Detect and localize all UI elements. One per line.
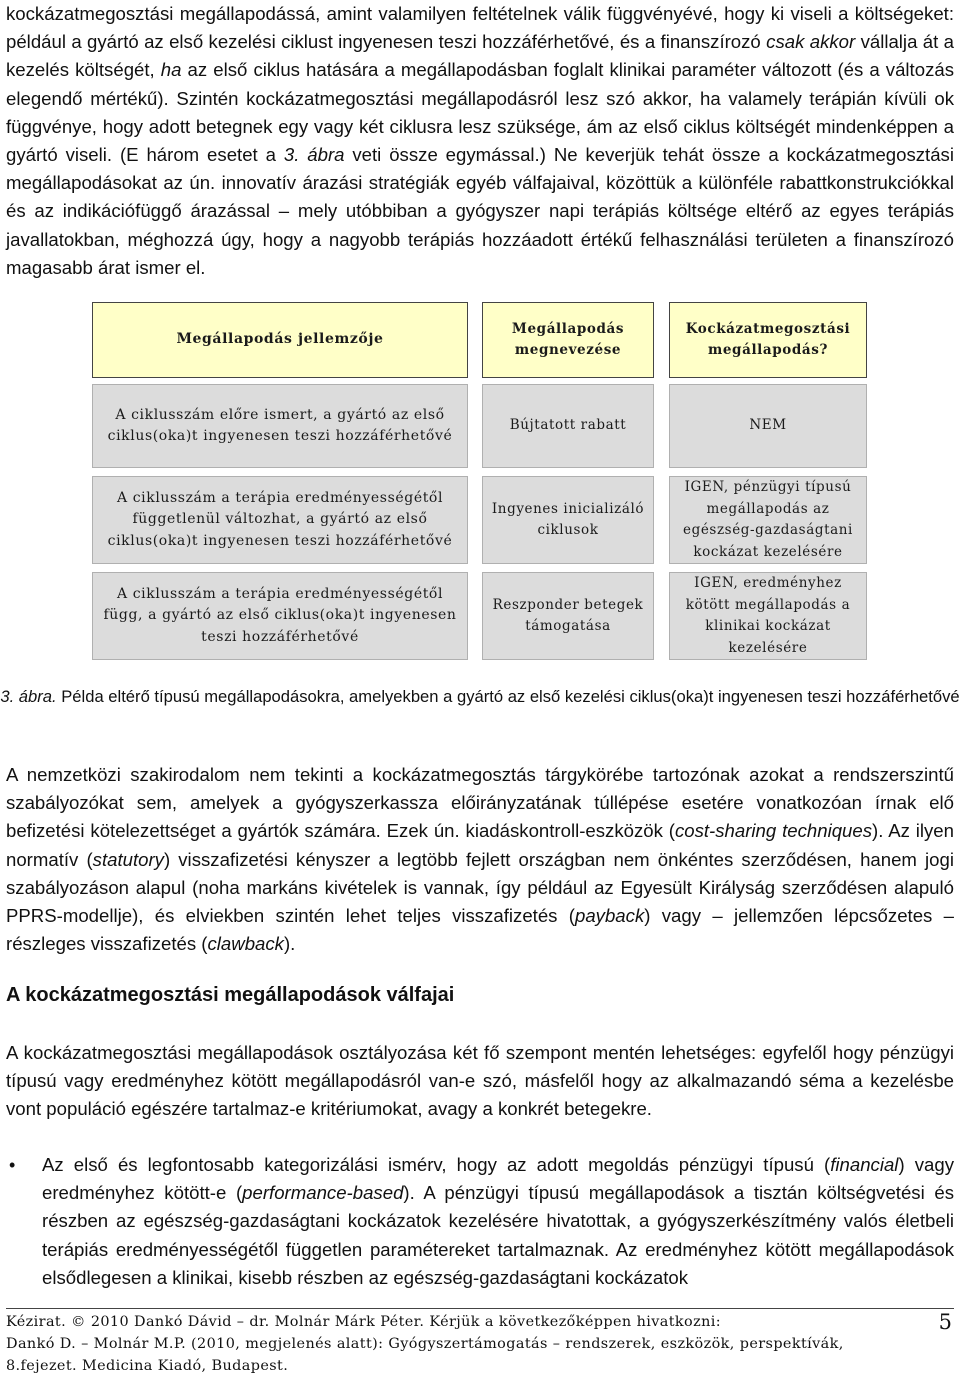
paragraph-classification: A kockázatmegosztási megállapodások osztályozása két fő szempont mentén lehetséges: egyfelől hogy pénzügyi típusú vagy eredményhez kötött megállapodásról van-e szó, másfelől hogy az alkalmazandó séma a kezelésbe vont populáció egészére tartalmaz-e kritériumokat, avagy a konkrét betegekre. [6,1042,954,1120]
caption-label: 3. ábra. [0,687,57,706]
footer-divider [6,1308,954,1309]
bullet-text [42,1151,954,1292]
row2-answer: IGEN, pénzügyi típusú megállapodás az egészség-gazdaságtani kockázat kezelésére [669,476,867,564]
row1-name: Bújtatott rabatt [482,384,654,468]
header-risk-sharing: Kockázatmegosztási megállapodás? [669,302,867,378]
italic-term: performance-based [242,1182,404,1204]
text-span: ). [283,933,296,955]
text-span: ). A pénzügyi típusú megállapodások a tisztán költségvetési és részben az egészség-gazdaságtani kockázatok kezelésére hivatottak, a gyógyszerkészítmény valós életbeli terápiás eredményességétől független paramétereket tartalmaznak. Az eredményhez kötött megállapodások elsődlegesen a klinikai, kisebb részben az egészség-gazdaságtani kockázatok [42,1182,955,1288]
row3-answer: IGEN, eredményhez kötött megállapodás a klinikai kockázat kezelésére [669,572,867,660]
italic-term: cost-sharing techniques [674,820,873,842]
bullet-icon: • [9,1155,16,1175]
row1-feature: A ciklusszám előre ismert, a gyártó az első ciklus(oka)t ingyenesen teszi hozzáférhetővé [92,384,468,468]
text-span: ) visszafizetési kényszer a legtöbb fejlett országban nem önkéntes szerződésen, hanem jogi szabályozáson alapul (noha markáns kivételek is vannak, így például az Egyesült Királyság szerződésen alapuló PPRS-modellje), és elviekben szintén lehet teljes visszafizetés ( [6,848,954,927]
footer-line-2: Dankó D. – Molnár M.P. (2010, megjelenés alatt): Gyógyszertámogatás – rendszerek, eszközök, perspektívák, [6,1336,844,1352]
page-number: 5 [938,1310,952,1334]
italic-term: financial [830,1154,899,1175]
caption-text: Példa eltérő típusú megállapodásokra, amelyekben a gyártó az első kezelési ciklus(oka)t ingyenesen teszi hozzáférhetővé [56,687,960,706]
italic-term: clawback [207,933,284,955]
paragraph-risk-sharing-intro [6,0,954,282]
section-heading: A kockázatmegosztási megállapodások válfajai [6,984,455,1006]
row3-name: Reszponder betegek támogatása [482,572,654,660]
row2-name: Ingyenes inicializáló ciklusok [482,476,654,564]
footer-line-1: Kézirat. © 2010 Dankó Dávid – dr. Molnár Márk Péter. Kérjük a következőképpen hivatkozni: [6,1314,722,1330]
italic-term: statutory [92,848,164,870]
italic-term: payback [574,905,645,927]
italic-term: ha [160,59,182,81]
figure-reference: 3. ábra [283,144,345,166]
header-feature: Megállapodás jellemzője [92,302,468,378]
text-span: ). Az ilyen normatív ( [6,820,954,870]
text-span: vállalja át a kezelés költségét, [6,31,954,81]
text-span: kockázatmegosztási megállapodássá, amint valamilyen feltételnek válik függvényévé, hogy ki viseli a költségeket: például a gyártó az első kezelési ciklust ingyenesen teszi hozzáférhetővé, és a finanszírozó [6,3,954,53]
figure-caption [0,686,960,707]
paragraph-cost-sharing [6,761,954,958]
text-span: A nemzetközi szakirodalom nem tekinti a kockázatmegosztás tárgykörébe tartozónak azokat a rendszerszintű szabályozókat sem, amelyek a gyógyszerkassza előirányzatának túllépése esetére vonatkozóan írnak elő befizetési kötelezettséget a gyártók számára. Ezek ún. kiadáskontroll-eszközök ( [6,764,954,842]
text-span: az első ciklus hatására a megállapodásban foglalt klinikai paraméter változott (és a változás elegendő mértékű). Szintén kockázatmegosztási megállapodásról lesz szó akkor, ha valamely terápián kívüli ok függvénye, hogy adott betegnek egy vagy két ciklusra lesz szüksége, ám az első ciklus költségét mindenképpen a gyártó viseli. (E három esetet a [6,59,955,166]
footer-line-3: 8.fejezet. Medicina Kiadó, Budapest. [6,1358,289,1374]
bullet-item [6,1151,954,1292]
text-span: Az első és legfontosabb kategorizálási ismérv, hogy az adott megoldás pénzügyi típusú ( [42,1154,831,1175]
text-span: ) vagy eredményhez kötött-e ( [42,1154,954,1204]
row3-feature: A ciklusszám a terápia eredményességétől függ, a gyártó az első ciklus(oka)t ingyenesen teszi hozzáférhetővé [92,572,468,660]
italic-term: csak akkor [766,31,856,53]
header-name: Megállapodás megnevezése [482,302,654,378]
text-span: ) vagy – jellemzően lépcsőzetes – részleges visszafizetés ( [6,905,954,955]
text-span: veti össze egymással.) Ne keverjük tehát össze a kockázatmegosztási megállapodásokat az ún. innovatív árazási stratégiák egyéb válfajaival, közöttük a különféle rabattkonstrukciókkal és az indikációfüggő árazással – mely utóbbiban a gyógyszer napi terápiás költsége eltérő az egyes terápiás javallatokban, méghozzá úgy, hogy a nagyobb terápiás hozzáadott értékű felhasználási területen a finanszírozó magasabb árat ismer el. [6,144,954,278]
row2-feature: A ciklusszám a terápia eredményességétől függetlenül változhat, a gyártó az első ciklus(oka)t ingyenesen teszi hozzáférhetővé [92,476,468,564]
row1-answer: NEM [669,384,867,468]
